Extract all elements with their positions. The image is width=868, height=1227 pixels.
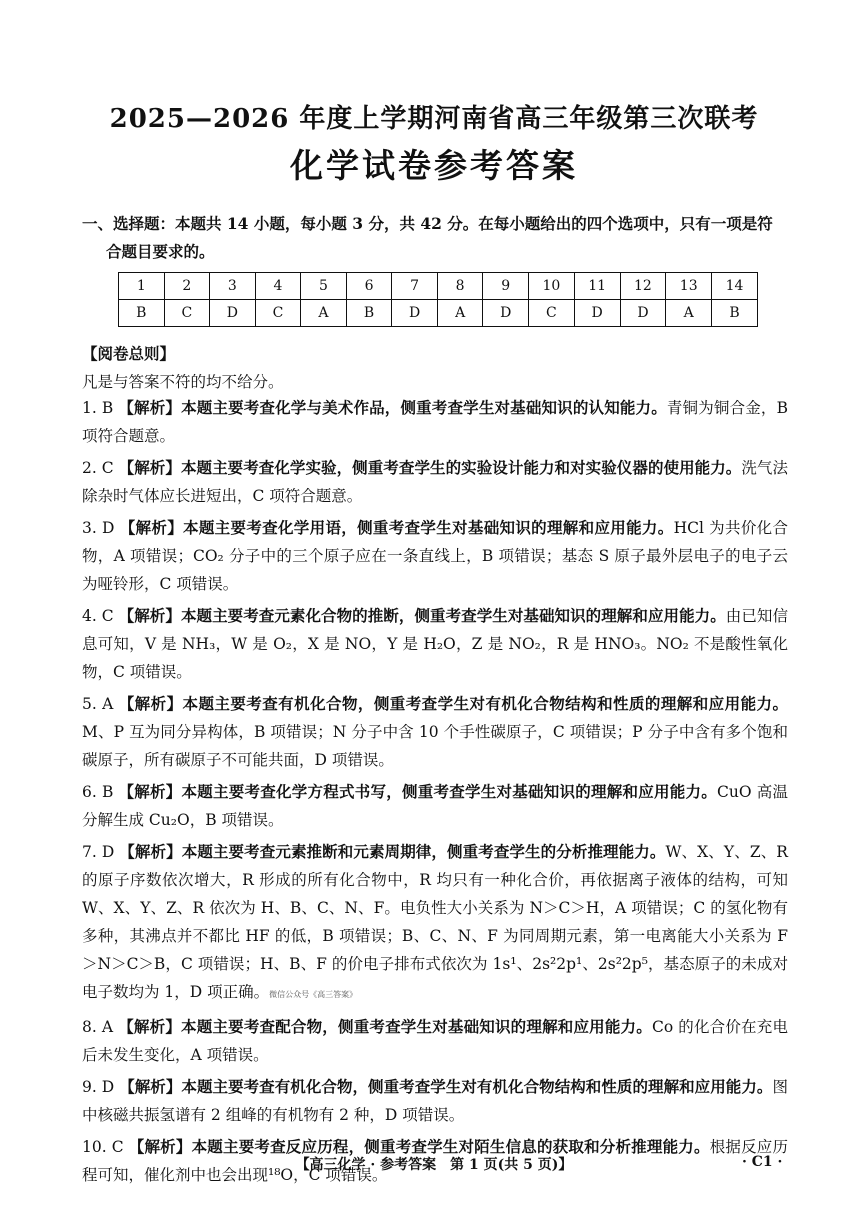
- item-body: HCl 为共价化合物，A 项错误；CO₂ 分子中的三个原子应在一条直线上，B 项错误；基态 S 原子最外层电子的电子云为哑铃形，C 项错误。: [82, 519, 788, 593]
- answer-cell: B: [712, 300, 758, 327]
- item-body: Co 的化合价在充电后未发生变化，A 项错误。: [82, 1018, 788, 1064]
- item-body: 洗气法除杂时气体应长进短出，C 项符合题意。: [82, 459, 788, 505]
- item-body: CuO 高温分解生成 Cu₂O，B 项错误。: [82, 783, 788, 829]
- explanation-item: [82, 690, 788, 774]
- answer-cell: C: [255, 300, 301, 327]
- item-lead: 本题主要考查有机化合物，侧重考查学生对有机化合物结构和性质的理解和应用能力。: [181, 1077, 773, 1096]
- item-tag: 【解析】: [118, 694, 183, 713]
- item-body: 根据反应历程可知，催化剂中也会出现¹⁸O，C 项错误。: [82, 1138, 788, 1184]
- item-tag: 【解析】: [118, 782, 182, 801]
- item-number: 3. D: [82, 519, 115, 537]
- answer-cell: D: [620, 300, 666, 327]
- item-body: 青铜为铜合金，B 项符合题意。: [82, 399, 788, 445]
- item-number: 9. D: [82, 1078, 115, 1096]
- item-lead: 本题主要考查化学实验，侧重考查学生的实验设计能力和对实验仪器的使用能力。: [180, 458, 742, 477]
- exam-title: 2025—2026 年度上学期河南省高三年级第三次联考: [109, 104, 759, 134]
- page-footer: 【高三化学 · 参考答案 第 1 页(共 5 页)】: [295, 1157, 573, 1173]
- item-tag: 【解析】: [119, 842, 182, 861]
- item-lead: 本题主要考查化学方程式书写，侧重考查学生对基础知识的理解和应用能力。: [181, 782, 717, 801]
- item-body: 图中核磁共振氢谱有 2 组峰的有机物有 2 种，D 项错误。: [82, 1078, 788, 1124]
- page-code: · C1 ·: [742, 1154, 783, 1170]
- question-number-cell: 6: [346, 273, 392, 300]
- answer-table: [118, 272, 758, 327]
- section-heading: [82, 210, 792, 266]
- question-number-cell: 4: [255, 273, 301, 300]
- answer-cell: A: [666, 300, 712, 327]
- explanation-item: [82, 1013, 788, 1069]
- answer-cell: D: [574, 300, 620, 327]
- rules-text: 凡是与答案不符的均不给分。: [82, 373, 284, 391]
- question-number-cell: 12: [620, 273, 666, 300]
- item-body: 由已知信息可知，V 是 NH₃，W 是 O₂，X 是 NO，Y 是 H₂O，Z 是 NO₂，R 是 HNO₃。NO₂ 不是酸性氧化物，C 项错误。: [82, 607, 788, 681]
- item-tag: 【解析】: [119, 1077, 182, 1096]
- item-lead: 本题主要考查反应历程，侧重考查学生对陌生信息的获取和分析推理能力。: [191, 1137, 710, 1156]
- explanation-item: [82, 602, 788, 686]
- item-tag: 【解析】: [119, 518, 184, 537]
- item-lead: 本题主要考查有机化合物，侧重考查学生对有机化合物结构和性质的理解和应用能力。: [182, 694, 788, 713]
- question-number-cell: 10: [528, 273, 574, 300]
- item-lead: 本题主要考查元素化合物的推断，侧重考查学生对基础知识的理解和应用能力。: [180, 606, 726, 625]
- item-number: 4. C: [82, 607, 114, 625]
- answer-cell: B: [346, 300, 392, 327]
- answer-table-number-row: [119, 273, 758, 300]
- answer-cell: C: [528, 300, 574, 327]
- question-number-cell: 5: [301, 273, 347, 300]
- item-number: 7. D: [82, 843, 115, 861]
- item-number: 1. B: [82, 399, 114, 417]
- answer-cell: D: [210, 300, 256, 327]
- question-number-cell: 3: [210, 273, 256, 300]
- item-number: 10. C: [82, 1138, 124, 1156]
- item-tag: 【解析】: [128, 1137, 192, 1156]
- question-number-cell: 9: [483, 273, 529, 300]
- item-number: 2. C: [82, 459, 114, 477]
- question-number-cell: 7: [392, 273, 438, 300]
- rules-heading: 【阅卷总则】: [82, 344, 176, 363]
- explanation-item: [82, 394, 788, 450]
- explanation-item: [82, 454, 788, 510]
- section-line-1: 一、选择题：本题共 14 小题，每小题 3 分，共 42 分。在每小题给出的四个选项中，只有一项是符: [82, 214, 773, 233]
- item-body: M、P 互为同分异构体，B 项错误；N 分子中含 10 个手性碳原子，C 项错误；P 分子中含有多个饱和碳原子，所有碳原子不可能共面，D 项错误。: [82, 723, 788, 769]
- answer-cell: A: [437, 300, 483, 327]
- question-number-cell: 11: [574, 273, 620, 300]
- answer-cell: D: [483, 300, 529, 327]
- explanation-item: [82, 838, 788, 1009]
- section-line-2: 合题目要求的。: [106, 242, 215, 261]
- answer-table-answer-row: [119, 300, 758, 327]
- answer-cell: D: [392, 300, 438, 327]
- item-tag: 【解析】: [118, 606, 181, 625]
- answer-cell: B: [119, 300, 165, 327]
- item-tag: 【解析】: [118, 398, 182, 417]
- item-number: 5. A: [82, 695, 114, 713]
- item-tag: 【解析】: [118, 458, 181, 477]
- explanation-item: [82, 1073, 788, 1129]
- document-title: 化学试卷参考答案: [290, 146, 578, 185]
- question-number-cell: 13: [666, 273, 712, 300]
- item-number: 8. A: [82, 1018, 114, 1036]
- question-number-cell: 1: [119, 273, 165, 300]
- item-lead: 本题主要考查化学用语，侧重考查学生对基础知识的理解和应用能力。: [183, 518, 674, 537]
- item-body: W、X、Y、Z、R 的原子序数依次增大，R 形成的所有化合物中，R 均只有一种化合价，再依据离子液体的结构，可知 W、X、Y、Z、R 依次为 H、B、C、N、F。电负性大小关系为 N＞C＞H，A 项错误；C 的氢化物有多种，其沸点并不都比 HF 的低，B 项错误；B、C、N、F 为同周期元素，第一电离能大小关系为 F＞N＞C＞B，C 项错误；H、B、F 的价电子排布式依次为 1s¹、2s²2p¹、2s²2p⁵，基态原子的未成对电子数均为 1，D 项正确。: [82, 843, 788, 1001]
- question-number-cell: 8: [437, 273, 483, 300]
- answer-cell: A: [301, 300, 347, 327]
- item-lead: 本题主要考查元素推断和元素周期律，侧重考查学生的分析推理能力。: [181, 842, 666, 861]
- explanation-item: [82, 778, 788, 834]
- watermark-text: 微信公众号《高三答案》: [269, 990, 358, 999]
- answer-cell: C: [164, 300, 210, 327]
- item-lead: 本题主要考查配合物，侧重考查学生对基础知识的理解和应用能力。: [181, 1017, 652, 1036]
- item-number: 6. B: [82, 783, 114, 801]
- item-lead: 本题主要考查化学与美术作品，侧重考查学生对基础知识的认知能力。: [181, 398, 667, 417]
- question-number-cell: 2: [164, 273, 210, 300]
- item-tag: 【解析】: [118, 1017, 182, 1036]
- explanation-item: [82, 514, 788, 598]
- explanation-list: [82, 394, 788, 1193]
- question-number-cell: 14: [712, 273, 758, 300]
